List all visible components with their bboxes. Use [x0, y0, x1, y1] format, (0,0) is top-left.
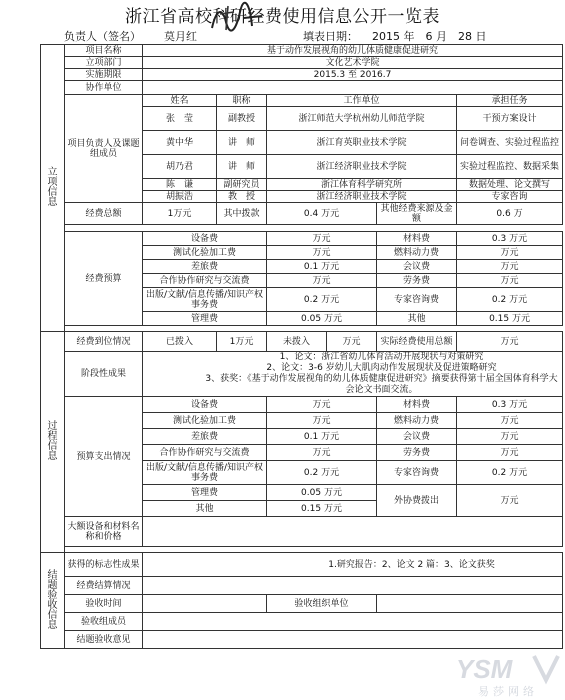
member-name: 胡振浩 [143, 191, 217, 203]
budget-amount: 万元 [267, 274, 377, 288]
funding-info-table [40, 44, 563, 649]
other-value: 0.15 万元 [267, 501, 377, 517]
member-unit: 浙江育英职业技术学院 [267, 131, 457, 155]
svg-text:YSM: YSM [456, 654, 513, 684]
budget-amount: 0.1 万元 [267, 260, 377, 274]
budget-item: 会议费 [377, 260, 457, 274]
watermark-text: 易莎网络 [478, 685, 538, 698]
mgmt-label: 管理费 [143, 485, 267, 501]
pending-label: 未拨入 [267, 332, 327, 352]
expense-row [41, 397, 563, 413]
actual-value: 万元 [457, 332, 563, 352]
budget-item: 材料费 [377, 232, 457, 246]
partner-value [143, 81, 563, 95]
received-value: 1万元 [217, 332, 267, 352]
budget-item: 出版/文献/信息传播/知识产权事务费 [143, 288, 267, 312]
expense-item: 材料费 [377, 397, 457, 413]
allocated-label: 其中拨款 [217, 203, 267, 225]
section-lixiang: 立项信息 [41, 45, 65, 332]
expense-item: 合作协作研究与交流费 [143, 445, 267, 461]
period-label: 实施期限 [65, 69, 143, 81]
form-header [0, 28, 565, 44]
period-value: 2015.3 至 2016.7 [143, 69, 563, 81]
budget-amount: 0.05 万元 [267, 312, 377, 326]
member-name: 胡乃君 [143, 155, 217, 179]
expense-label: 预算支出情况 [65, 397, 143, 517]
member-title: 副教授 [217, 107, 267, 131]
budget-amount: 0.3 万元 [457, 232, 563, 246]
actual-label: 实际经费使用总额 [377, 332, 457, 352]
budget-amount: 0.15 万元 [457, 312, 563, 326]
member-task: 问卷调查、实验过程监控 [457, 131, 563, 155]
section-guocheng: 过程信息 [41, 332, 65, 553]
allocated-value: 0.4 万元 [267, 203, 377, 225]
accept-time-value [143, 595, 267, 613]
responsible-name: 莫月红 [164, 30, 197, 43]
member-name: 张 莹 [143, 107, 217, 131]
member-title: 讲 师 [217, 155, 267, 179]
expense-item: 会议费 [377, 429, 457, 445]
section-jieti: 结题验收信息 [41, 553, 65, 649]
budget-row [41, 232, 563, 246]
expense-amount: 万元 [457, 445, 563, 461]
budget-amount: 万元 [457, 246, 563, 260]
budget-amount: 万元 [457, 260, 563, 274]
member-task: 实验过程监控、数据采集 [457, 155, 563, 179]
accept-opinion-value [143, 631, 563, 649]
settlement-value [143, 577, 563, 595]
member-unit: 浙江师范大学杭州幼儿师范学院 [267, 107, 457, 131]
other-source-label: 其他经费来源及金额 [377, 203, 457, 225]
budget-label: 经费预算 [65, 232, 143, 326]
members-header-unit: 工作单位 [267, 95, 457, 107]
budget-item: 燃料动力费 [377, 246, 457, 260]
budget-item: 管理费 [143, 312, 267, 326]
members-header-name: 姓名 [143, 95, 217, 107]
other-source-value: 0.6 万 [457, 203, 563, 225]
accept-opinion-label: 结题验收意见 [65, 631, 143, 649]
budget-item: 合作协作研究与交流费 [143, 274, 267, 288]
settlement-label: 经费结算情况 [65, 577, 143, 595]
page-title: 浙江省高校科研经费使用信息公开一览表 [125, 7, 440, 27]
expense-item: 劳务费 [377, 445, 457, 461]
members-label: 项目负责人及课题组成员 [65, 95, 143, 203]
expense-amount: 万元 [457, 413, 563, 429]
budget-amount: 0.2 万元 [457, 288, 563, 312]
project-name-label: 项目名称 [65, 45, 143, 57]
accept-members-value [143, 613, 563, 631]
expense-item: 差旅费 [143, 429, 267, 445]
accept-unit-value [377, 595, 563, 613]
member-title: 讲 师 [217, 131, 267, 155]
member-unit: 浙江经济职业技术学院 [267, 191, 457, 203]
marks-value: 1.研究报告：2、论文 2 篇：3、论文获奖 [143, 553, 563, 577]
budget-item: 差旅费 [143, 260, 267, 274]
accept-members-label: 验收组成员 [65, 613, 143, 631]
large-equipment-label: 大额设备和材料名称和价格 [65, 517, 143, 547]
expense-amount: 万元 [267, 397, 377, 413]
results-content [143, 352, 563, 397]
budget-amount: 万元 [267, 232, 377, 246]
result-item: 1、论文：浙江省幼儿体育活动开展现状与对策研究 [279, 352, 484, 362]
arrival-label: 经费到位情况 [65, 332, 143, 352]
member-title: 教 授 [217, 191, 267, 203]
total-value: 1万元 [143, 203, 217, 225]
pending-value: 万元 [327, 332, 377, 352]
dept-value: 文化艺术学院 [143, 57, 563, 69]
expense-amount: 万元 [267, 413, 377, 429]
budget-item: 测试化验加工费 [143, 246, 267, 260]
members-header-task: 承担任务 [457, 95, 563, 107]
mgmt-value: 0.05 万元 [267, 485, 377, 501]
date-value: 2015 年 6 月 28 日 [372, 30, 487, 43]
responsible-label: 负责人（签名） [64, 30, 141, 43]
dept-label: 立项部门 [65, 57, 143, 69]
outside-value: 万元 [457, 485, 563, 517]
watermark-logo [448, 648, 565, 700]
member-task: 数据处理、论文撰写 [457, 179, 563, 191]
budget-amount: 万元 [267, 246, 377, 260]
partner-label: 协作单位 [65, 81, 143, 95]
marks-label: 获得的标志性成果 [65, 553, 143, 577]
expense-amount: 万元 [457, 429, 563, 445]
expense-amount: 万元 [267, 445, 377, 461]
budget-item: 劳务费 [377, 274, 457, 288]
other-label: 其他 [143, 501, 267, 517]
received-label: 已拨入 [143, 332, 217, 352]
accept-time-label: 验收时间 [65, 595, 143, 613]
member-unit: 浙江经济职业技术学院 [267, 155, 457, 179]
member-task: 专家咨询 [457, 191, 563, 203]
expense-amount: 0.2 万元 [457, 461, 563, 485]
outside-label: 外协费拨出 [377, 485, 457, 517]
expense-item: 出版/文献/信息传播/知识产权事务费 [143, 461, 267, 485]
member-title: 副研究员 [217, 179, 267, 191]
budget-amount: 万元 [457, 274, 563, 288]
member-name: 黄中华 [143, 131, 217, 155]
expense-amount: 0.2 万元 [267, 461, 377, 485]
expense-item: 燃料动力费 [377, 413, 457, 429]
project-name: 基于动作发展视角的幼儿体质健康促进研究 [143, 45, 563, 57]
results-label: 阶段性成果 [65, 352, 143, 397]
large-equipment-value [143, 517, 563, 547]
expense-item: 测试化验加工费 [143, 413, 267, 429]
result-item: 2、论文：3-6 岁幼儿大肌肉动作发展现状及促进策略研究 [266, 363, 497, 373]
expense-amount: 0.3 万元 [457, 397, 563, 413]
result-item: 3、获奖：《基于动作发展视角的幼儿体质健康促进研究》摘要获得第十届全国体育科学大会论文书面交流。 [205, 374, 558, 395]
member-task: 干预方案设计 [457, 107, 563, 131]
expense-item: 专家咨询费 [377, 461, 457, 485]
date-label: 填表日期： [303, 30, 358, 43]
budget-item: 专家咨询费 [377, 288, 457, 312]
budget-item: 设备费 [143, 232, 267, 246]
member-unit: 浙江体育科学研究所 [267, 179, 457, 191]
expense-amount: 0.1 万元 [267, 429, 377, 445]
total-label: 经费总额 [65, 203, 143, 225]
member-name: 陈 谦 [143, 179, 217, 191]
expense-item: 设备费 [143, 397, 267, 413]
members-header-title: 职称 [217, 95, 267, 107]
accept-unit-label: 验收组织单位 [267, 595, 377, 613]
budget-amount: 0.2 万元 [267, 288, 377, 312]
budget-item: 其他 [377, 312, 457, 326]
